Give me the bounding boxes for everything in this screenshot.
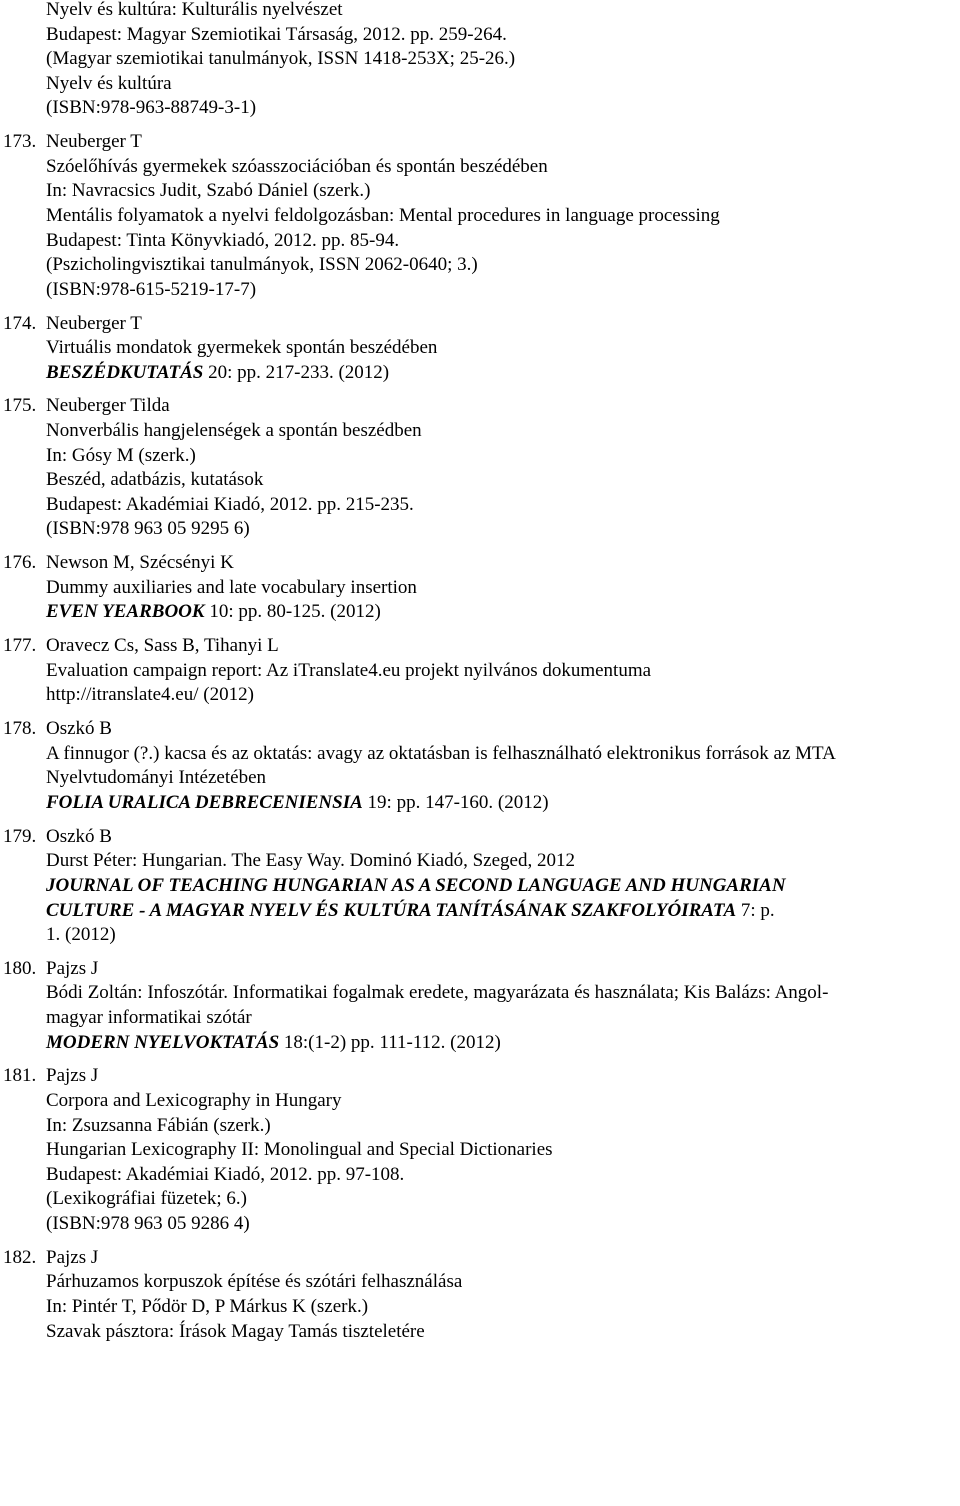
entry-title: Corpora and Lexicography in Hungary: [46, 1090, 342, 1112]
entry-number: 177.: [3, 635, 37, 657]
journal-details: 19: pp. 147-160. (2012): [362, 791, 549, 813]
bibliography-entry: [0, 312, 960, 386]
text-line: In: Navracsics Judit, Szabó Dániel (szerk.): [46, 180, 371, 202]
entry-continuation: [0, 0, 960, 121]
text-line: (ISBN:978 963 05 9295 6): [46, 518, 250, 540]
bibliography-entry: [0, 957, 960, 1055]
entry-authors: Neuberger T: [46, 312, 142, 334]
entry-authors: Pajzs J: [46, 1065, 99, 1087]
journal-details: 7: p.: [736, 899, 775, 921]
bibliography-entry: [0, 825, 960, 948]
journal-name: CULTURE - A MAGYAR NYELV ÉS KULTÚRA TANÍTÁSÁNAK SZAKFOLYÓIRATA: [46, 899, 737, 921]
journal-name: JOURNAL OF TEACHING HUNGARIAN AS A SECOND LANGUAGE AND HUNGARIAN: [46, 874, 786, 896]
entry-authors: Oravecz Cs, Sass B, Tihanyi L: [46, 635, 279, 657]
text-line: Nyelv és kultúra: Kulturális nyelvészet: [46, 0, 343, 20]
entry-authors: Oszkó B: [46, 718, 112, 740]
entry-authors: Pajzs J: [46, 1246, 99, 1268]
bibliography-entry: [0, 551, 960, 625]
entry-authors: Neuberger T: [46, 131, 142, 153]
entry-title: A finnugor (?.) kacsa és az oktatás: avagy az oktatásban is felhasználható elektronikus források az MTA: [46, 742, 836, 764]
text-line: (Magyar szemiotikai tanulmányok, ISSN 1418-253X; 25-26.): [46, 48, 516, 70]
entry-number: 181.: [3, 1065, 37, 1087]
journal-name: BESZÉDKUTATÁS: [46, 361, 204, 383]
entry-authors: Oszkó B: [46, 825, 112, 847]
entry-title: Nonverbális hangjelenségek a spontán beszédben: [46, 420, 422, 442]
text-line: (ISBN:978-615-5219-17-7): [46, 278, 257, 300]
journal-details: 18:(1-2) pp. 111-112. (2012): [279, 1031, 501, 1053]
text-line: Budapest: Akadémiai Kiadó, 2012. pp. 215-235.: [46, 493, 414, 515]
bibliography-entry: [0, 130, 960, 302]
journal-name: EVEN YEARBOOK: [46, 601, 205, 623]
journal-details: 1. (2012): [46, 924, 116, 946]
text-line: Szavak pásztora: Írások Magay Tamás tiszteletére: [46, 1320, 425, 1342]
entry-venue: [0, 791, 960, 816]
text-line: Hungarian Lexicography II: Monolingual and Special Dictionaries: [46, 1139, 553, 1161]
entry-title: Virtuális mondatok gyermekek spontán beszédében: [46, 337, 438, 359]
entry-authors: Pajzs J: [46, 957, 99, 979]
entry-venue: [0, 899, 960, 924]
entry-title: Evaluation campaign report: Az iTranslate4.eu projekt nyilvános dokumentuma: [46, 659, 652, 681]
entry-title: Nyelvtudományi Intézetében: [46, 767, 267, 789]
text-line: In: Pintér T, Pődör D, P Márkus K (szerk.): [46, 1295, 369, 1317]
journal-details: 20: pp. 217-233. (2012): [203, 361, 390, 383]
text-line: (ISBN:978-963-88749-3-1): [46, 97, 257, 119]
entry-authors: Newson M, Szécsényi K: [46, 552, 234, 574]
text-line: Mentális folyamatok a nyelvi feldolgozásban: Mental procedures in language processing: [46, 204, 720, 226]
journal-details: 10: pp. 80-125. (2012): [204, 601, 381, 623]
text-line: Budapest: Tinta Könyvkiadó, 2012. pp. 85-94.: [46, 229, 400, 251]
bibliography-entry: [0, 717, 960, 815]
bibliography-entry: [0, 394, 960, 542]
entry-title: Dummy auxiliaries and late vocabulary insertion: [46, 576, 417, 598]
text-line: Beszéd, adatbázis, kutatások: [46, 469, 264, 491]
text-line: (Lexikográfiai füzetek; 6.): [46, 1188, 247, 1210]
journal-name: MODERN NYELVOKTATÁS: [46, 1031, 280, 1053]
entry-number: 179.: [3, 825, 37, 847]
entry-url: http://itranslate4.eu/ (2012): [46, 684, 254, 706]
entry-venue: [0, 1031, 960, 1056]
entry-number: 178.: [3, 718, 37, 740]
bibliography-entry: [0, 1246, 960, 1344]
entry-number: 174.: [3, 312, 37, 334]
entry-title: Párhuzamos korpuszok építése és szótári felhasználása: [46, 1271, 463, 1293]
entry-venue: [0, 600, 960, 625]
entry-title: Durst Péter: Hungarian. The Easy Way. Dominó Kiadó, Szeged, 2012: [46, 850, 575, 872]
entry-number: 180.: [3, 957, 37, 979]
entry-title: Szóelőhívás gyermekek szóasszociációban és spontán beszédében: [46, 155, 548, 177]
entry-title: magyar informatikai szótár: [46, 1007, 252, 1029]
text-line: Budapest: Akadémiai Kiadó, 2012. pp. 97-108.: [46, 1163, 405, 1185]
text-line: Nyelv és kultúra: [46, 72, 172, 94]
text-line: (Pszicholingvisztikai tanulmányok, ISSN 2062-0640; 3.): [46, 254, 478, 276]
bibliography-entry: [0, 1064, 960, 1236]
entry-number: 176.: [3, 552, 37, 574]
text-line: In: Zsuzsanna Fábián (szerk.): [46, 1114, 271, 1136]
entry-number: 173.: [3, 131, 37, 153]
entry-title: Bódi Zoltán: Infoszótár. Informatikai fogalmak eredete, magyarázata és használata; Kis Balázs: Angol-: [46, 982, 829, 1004]
journal-name: FOLIA URALICA DEBRECENIENSIA: [46, 791, 363, 813]
entry-number: 182.: [3, 1246, 37, 1268]
entry-authors: Neuberger Tilda: [46, 395, 170, 417]
text-line: In: Gósy M (szerk.): [46, 444, 196, 466]
text-line: Budapest: Magyar Szemiotikai Társaság, 2012. pp. 259-264.: [46, 23, 507, 45]
text-line: (ISBN:978 963 05 9286 4): [46, 1213, 250, 1234]
entry-venue: [0, 361, 960, 386]
bibliography-entry: [0, 634, 960, 708]
entry-number: 175.: [3, 395, 37, 417]
